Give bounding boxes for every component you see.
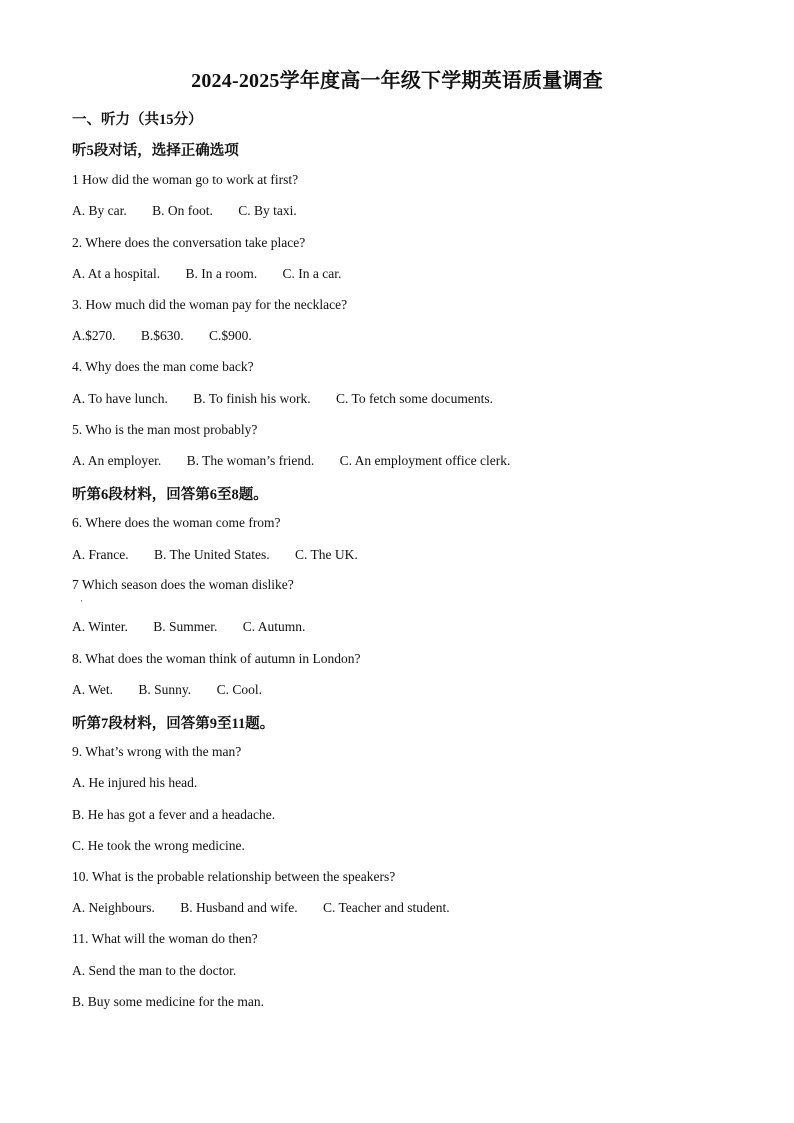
option-a: A.$270. [72,328,116,343]
question-4: 4. Why does the man come back? [72,359,254,374]
page-title: 2024-2025学年度高一年级下学期英语质量调查 [191,70,603,92]
question-9-option-a: A. He injured his head. [72,775,198,790]
option-a: A. To have lunch. [72,391,168,406]
option-c: C. An employment office clerk. [339,453,511,468]
question-8-options [72,682,262,698]
question-9-option-b: B. He has got a fever and a headache. [72,807,276,822]
option-b: B. Sunny. [138,682,192,697]
question-2: 2. Where does the conversation take place? [72,235,306,250]
option-a: A. At a hospital. [72,266,161,281]
option-c: C. Cool. [216,682,262,697]
group-heading-3: 听第7段材料，回答第9至11题。 [72,716,275,732]
question-5: 5. Who is the man most probably? [72,422,258,437]
question-8: 8. What does the woman think of autumn in London? [72,651,361,666]
question-10: 10. What is the probable relationship between the speakers? [72,869,396,884]
option-c: C. By taxi. [238,203,297,218]
option-b: B. To finish his work. [193,391,311,406]
option-b: B. The woman’s friend. [186,453,315,468]
question-10-options [72,900,450,916]
question-6: 6. Where does the woman come from? [72,515,281,530]
option-c: C. Teacher and student. [322,900,450,915]
question-9: 9. What’s wrong with the man? [72,744,242,759]
question-4-options [72,391,493,407]
option-b: B. On foot. [152,203,213,218]
option-b: B. In a room. [185,266,258,281]
question-11-option-a: A. Send the man to the doctor. [72,963,237,978]
question-1-options [72,203,297,219]
group-heading-2: 听第6段材料，回答第6至8题。 [72,487,268,503]
option-a: A. Neighbours. [72,900,155,915]
option-b: B. Husband and wife. [180,900,298,915]
option-c: C. The UK. [294,547,358,562]
question-7: 7 Which season does the woman dislike? [72,577,294,592]
question-2-options [72,266,341,282]
question-3: 3. How much did the woman pay for the necklace? [72,297,348,312]
option-c: C. In a car. [282,266,342,281]
question-9-option-c: C. He took the wrong medicine. [72,838,245,853]
question-7-options [72,619,305,635]
option-c: C. To fetch some documents. [336,391,494,406]
option-c: C. Autumn. [242,619,306,634]
question-11-option-b: B. Buy some medicine for the man. [72,994,264,1009]
option-c: C.$900. [209,328,252,343]
question-5-options [72,453,510,469]
option-b: B.$630. [140,328,184,343]
option-a: A. Wet. [72,682,114,697]
option-a: A. An employer. [72,453,162,468]
option-a: A. By car. [72,203,127,218]
option-a: A. France. [72,547,129,562]
section-heading: 一、听力（共15分） [72,112,203,128]
question-11: 11. What will the woman do then? [72,931,258,946]
stray-dot: · [80,596,83,606]
group-heading-1: 听5段对话，选择正确选项 [72,143,239,159]
option-a: A. Winter. [72,619,128,634]
option-b: B. The United States. [153,547,270,562]
question-1: 1 How did the woman go to work at first? [72,172,299,187]
option-b: B. Summer. [153,619,218,634]
question-3-options [72,328,252,344]
question-6-options [72,547,358,563]
